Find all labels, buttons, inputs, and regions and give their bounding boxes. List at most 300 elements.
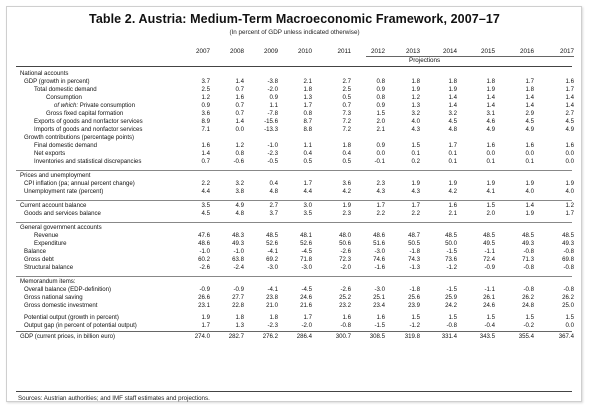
table-cell: 48.5 (562, 232, 574, 239)
table-cell: 27.7 (232, 294, 244, 301)
table-cell: 4.0 (411, 118, 420, 125)
table-cell: 1.4 (235, 118, 244, 125)
table-cell: 1.5 (376, 110, 385, 117)
table-cell: 4.3 (411, 126, 420, 133)
year-header: 2013 (405, 48, 420, 55)
table-cell: 49.3 (522, 240, 534, 247)
table-cell: 4.9 (235, 202, 244, 209)
table-cell: 0.0 (486, 150, 495, 157)
table-cell: 1.5 (565, 314, 574, 321)
year-header: 2017 (559, 48, 574, 55)
table-cell: 21.0 (266, 302, 278, 309)
table-cell: 2.0 (486, 210, 495, 217)
table-row (0, 150, 589, 158)
table-cell: 274.0 (194, 333, 210, 340)
table-cell: 0.5 (303, 158, 312, 165)
table-cell: 2.2 (376, 210, 385, 217)
table-cell: 4.9 (486, 126, 495, 133)
row-label: Structural balance (24, 264, 74, 271)
table-cell: 300.7 (335, 333, 351, 340)
table-cell: -1.2 (409, 322, 420, 329)
table-cell: 343.5 (479, 333, 495, 340)
table-cell: 23.9 (408, 302, 420, 309)
row-label: Balance (24, 248, 47, 255)
table-cell: 48.0 (339, 232, 351, 239)
table-cell: 1.7 (411, 202, 420, 209)
table-cell: 1.6 (342, 314, 351, 321)
row-label: Potential output (growth in percent) (24, 314, 119, 321)
table-cell: 26.6 (198, 294, 210, 301)
section-rule (16, 200, 572, 201)
table-cell: 26.2 (522, 294, 534, 301)
table-cell: 24.6 (483, 302, 495, 309)
table-cell: 1.7 (376, 202, 385, 209)
table-cell: 1.8 (342, 142, 351, 149)
table-cell: -1.2 (446, 264, 457, 271)
table-cell: 0.7 (235, 102, 244, 109)
table-cell: 2.3 (376, 180, 385, 187)
table-cell: 0.0 (376, 150, 385, 157)
table-cell: 1.5 (486, 314, 495, 321)
row-label: Total domestic demand (34, 86, 97, 93)
row-label-prefix: of which: (54, 102, 79, 109)
table-cell: 3.7 (201, 78, 210, 85)
year-header: 2016 (519, 48, 534, 55)
table-row (0, 314, 589, 322)
table-cell: 1.4 (565, 94, 574, 101)
table-cell: 48.5 (522, 232, 534, 239)
table-cell: 3.0 (303, 202, 312, 209)
row-label: Final domestic demand (34, 142, 97, 149)
table-cell: -0.9 (199, 286, 210, 293)
section-header-row (0, 70, 589, 78)
table-cell: 4.5 (201, 210, 210, 217)
table-cell: 0.2 (411, 158, 420, 165)
section-rule (16, 222, 572, 223)
table-cell: 1.7 (525, 78, 534, 85)
section-header-row (0, 202, 589, 210)
table-cell: 3.2 (411, 110, 420, 117)
table-cell: 1.9 (411, 86, 420, 93)
table-row (0, 158, 589, 166)
table-cell: 0.8 (376, 94, 385, 101)
row-label: GDP (current prices, in billion euro) (20, 333, 116, 340)
year-header: 2009 (263, 48, 278, 55)
table-row (0, 94, 589, 102)
table-cell: 286.4 (296, 333, 312, 340)
section-header-row (0, 172, 589, 180)
table-cell: 4.5 (448, 118, 457, 125)
table-cell: 1.9 (486, 86, 495, 93)
table-cell: 0.0 (235, 126, 244, 133)
table-cell: 0.9 (201, 102, 210, 109)
section-header: General government accounts (20, 224, 102, 231)
table-row (0, 322, 589, 330)
table-cell: 60.2 (198, 256, 210, 263)
table-cell: 0.0 (565, 158, 574, 165)
row-label: Revenue (34, 232, 59, 239)
row-label: GDP (growth in percent) (24, 78, 90, 85)
table-cell: -15.6 (264, 118, 278, 125)
table-cell: 52.6 (300, 240, 312, 247)
table-cell: -0.6 (233, 158, 244, 165)
table-row (0, 232, 589, 240)
table-cell: 3.1 (486, 110, 495, 117)
section-rule (16, 170, 572, 171)
table-cell: -4.5 (301, 248, 312, 255)
table-cell: -2.6 (199, 264, 210, 271)
table-cell: 2.1 (448, 210, 457, 217)
section-header: Current account balance (20, 202, 87, 209)
table-cell: 52.6 (266, 240, 278, 247)
table-cell: 1.6 (448, 202, 457, 209)
table-cell: 4.3 (376, 188, 385, 195)
table-cell: 1.2 (411, 94, 420, 101)
table-cell: 22.8 (232, 302, 244, 309)
source-note: Sources: Austrian authorities; and IMF staff estimates and projections. (18, 395, 210, 402)
table-cell: 1.2 (565, 202, 574, 209)
table-cell: 0.8 (235, 150, 244, 157)
table-cell: -0.4 (484, 322, 495, 329)
table-cell: -0.1 (374, 158, 385, 165)
table-cell: -0.8 (563, 286, 574, 293)
table-cell: 69.2 (266, 256, 278, 263)
row-label: Overall balance (EDP-definition) (24, 286, 112, 293)
table-cell: 25.9 (445, 294, 457, 301)
table-cell: 0.0 (565, 150, 574, 157)
table-cell: 355.4 (518, 333, 534, 340)
table-cell: 1.5 (411, 142, 420, 149)
table-cell: 1.4 (201, 150, 210, 157)
table-cell: 2.7 (269, 202, 278, 209)
table-cell: 2.0 (376, 118, 385, 125)
table-cell: -1.8 (409, 286, 420, 293)
row-label: Gross national saving (24, 294, 83, 301)
table-cell: 0.9 (376, 142, 385, 149)
table-cell: 7.2 (342, 126, 351, 133)
table-cell: 26.2 (562, 294, 574, 301)
table-cell: 1.5 (411, 314, 420, 321)
table-cell: 74.3 (408, 256, 420, 263)
row-label: Gross fixed capital formation (46, 110, 124, 117)
table-cell: 1.9 (525, 180, 534, 187)
row-label: Gross debt (24, 256, 54, 263)
table-cell: 1.7 (303, 102, 312, 109)
table-row (0, 210, 589, 218)
table-cell: -2.6 (340, 286, 351, 293)
table-cell: 3.6 (201, 110, 210, 117)
table-cell: 0.9 (376, 102, 385, 109)
table-cell: 1.4 (235, 78, 244, 85)
header-rule (16, 66, 572, 67)
table-cell: 26.1 (483, 294, 495, 301)
table-cell: 1.9 (201, 314, 210, 321)
section-header: National accounts (20, 70, 69, 77)
row-label-text: Private consumption (78, 102, 135, 109)
table-cell: 1.6 (565, 142, 574, 149)
table-row (0, 188, 589, 196)
table-cell: 4.4 (303, 188, 312, 195)
table-cell: -2.6 (340, 248, 351, 255)
table-cell: 7.2 (342, 118, 351, 125)
table-cell: 4.4 (201, 188, 210, 195)
table-cell: -3.0 (374, 286, 385, 293)
table-cell: 0.8 (376, 78, 385, 85)
section-header: Memorandum items: (20, 278, 76, 285)
table-row (0, 240, 589, 248)
table-cell: 8.7 (303, 118, 312, 125)
table-cell: 4.2 (342, 188, 351, 195)
row-label: Unemployment rate (percent) (24, 188, 104, 195)
row-label: Inventories and statistical discrepancies (34, 158, 142, 165)
table-cell: -4.1 (267, 248, 278, 255)
table-cell: -1.6 (374, 264, 385, 271)
table-cell: 73.6 (445, 256, 457, 263)
table-cell: 1.6 (486, 142, 495, 149)
section-header-row (0, 278, 589, 286)
table-cell: 0.5 (342, 94, 351, 101)
table-cell: 1.4 (486, 102, 495, 109)
table-cell: 1.6 (525, 142, 534, 149)
table-cell: 48.5 (445, 232, 457, 239)
table-cell: -1.8 (409, 248, 420, 255)
table-cell: 25.0 (562, 302, 574, 309)
table-row (0, 286, 589, 294)
section-header: Prices and unemployment (20, 172, 91, 179)
table-cell: 4.5 (565, 118, 574, 125)
table-cell: 2.3 (342, 210, 351, 217)
table-cell: 49.5 (483, 240, 495, 247)
table-cell: 1.6 (235, 94, 244, 101)
table-cell: 2.9 (525, 110, 534, 117)
table-cell: 71.8 (300, 256, 312, 263)
table-cell: 69.8 (562, 256, 574, 263)
table-row (0, 102, 589, 110)
table-cell: 1.3 (411, 102, 420, 109)
table-cell: 21.6 (300, 302, 312, 309)
table-cell: 1.7 (303, 180, 312, 187)
table-cell: 4.5 (525, 118, 534, 125)
table-cell: 1.9 (565, 180, 574, 187)
table-cell: 71.3 (522, 256, 534, 263)
table-cell: -1.0 (233, 248, 244, 255)
row-label: Output gap (in percent of potential output) (24, 322, 137, 329)
table-cell: 0.9 (269, 94, 278, 101)
table-cell: 3.2 (448, 110, 457, 117)
table-cell: 63.8 (232, 256, 244, 263)
table-cell: 0.4 (342, 150, 351, 157)
table-cell: 4.0 (565, 188, 574, 195)
table-cell: 1.7 (201, 322, 210, 329)
table-cell: 1.7 (565, 86, 574, 93)
table-cell: 1.3 (303, 94, 312, 101)
table-cell: 0.0 (525, 150, 534, 157)
table-row (0, 256, 589, 264)
table-cell: 0.1 (525, 158, 534, 165)
table-cell: 49.3 (562, 240, 574, 247)
table-cell: 23.8 (266, 294, 278, 301)
table-cell: -0.9 (233, 286, 244, 293)
table-cell: 1.7 (448, 142, 457, 149)
table-cell: 1.4 (486, 94, 495, 101)
table-cell: 1.8 (486, 78, 495, 85)
table-row (0, 294, 589, 302)
row-label (54, 102, 135, 110)
table-cell: 0.4 (303, 150, 312, 157)
table-row (0, 333, 589, 341)
table-cell: 4.8 (235, 210, 244, 217)
table-cell: 4.8 (269, 188, 278, 195)
table-cell: 24.2 (445, 302, 457, 309)
table-cell: 1.1 (269, 102, 278, 109)
table-cell: 72.3 (339, 256, 351, 263)
table-cell: -3.0 (374, 248, 385, 255)
table-cell: 1.4 (448, 94, 457, 101)
table-cell: -4.1 (267, 286, 278, 293)
table-cell: -2.3 (267, 150, 278, 157)
table-cell: 1.9 (342, 202, 351, 209)
footer-rule (16, 391, 572, 392)
table-cell: 23.2 (339, 302, 351, 309)
table-cell: 49.3 (232, 240, 244, 247)
table-row (0, 134, 589, 142)
table-cell: 8.9 (201, 118, 210, 125)
table-cell: 3.2 (235, 180, 244, 187)
table-row (0, 78, 589, 86)
table-cell: 7.3 (342, 110, 351, 117)
table-row (0, 86, 589, 94)
table-cell: -1.5 (446, 248, 457, 255)
table-cell: 1.8 (525, 86, 534, 93)
table-cell: 1.4 (525, 202, 534, 209)
table-row (0, 142, 589, 150)
table-cell: 74.6 (373, 256, 385, 263)
table-cell: 4.9 (565, 126, 574, 133)
table-cell: 23.1 (198, 302, 210, 309)
table-cell: 1.5 (448, 314, 457, 321)
table-row (0, 126, 589, 134)
table-cell: 2.2 (201, 180, 210, 187)
row-label: Growth contributions (percentage points) (24, 134, 135, 141)
section-header-row (0, 224, 589, 232)
table-cell: 1.4 (448, 102, 457, 109)
table-cell: -0.8 (446, 322, 457, 329)
projections-underline (366, 56, 574, 57)
year-header: 2014 (442, 48, 457, 55)
table-cell: -13.3 (264, 126, 278, 133)
table-row (0, 180, 589, 188)
table-cell: 1.8 (303, 86, 312, 93)
table-cell: -0.8 (523, 286, 534, 293)
table-title: Table 2. Austria: Medium-Term Macroeconomic Framework, 2007–17 (89, 12, 500, 26)
table-cell: 4.1 (486, 188, 495, 195)
table-cell: 4.9 (525, 126, 534, 133)
table-cell: -1.1 (484, 286, 495, 293)
table-cell: 50.5 (408, 240, 420, 247)
table-cell: 50.0 (445, 240, 457, 247)
table-cell: 3.5 (303, 210, 312, 217)
table-cell: 3.8 (235, 188, 244, 195)
table-cell: 0.1 (486, 158, 495, 165)
table-cell: 308.5 (369, 333, 385, 340)
table-cell: 0.7 (235, 86, 244, 93)
table-cell: -2.0 (267, 86, 278, 93)
table-cell: -0.9 (484, 264, 495, 271)
table-cell: 1.4 (525, 94, 534, 101)
table-cell: 0.7 (201, 158, 210, 165)
table-row (0, 248, 589, 256)
table-cell: 0.0 (565, 322, 574, 329)
projections-label: Projections (409, 57, 441, 64)
table-cell: 1.6 (565, 78, 574, 85)
table-cell: -0.8 (340, 322, 351, 329)
table-cell: 1.2 (201, 94, 210, 101)
table-cell: 4.6 (486, 118, 495, 125)
table-cell: -0.8 (563, 248, 574, 255)
table-cell: -0.8 (563, 264, 574, 271)
table-cell: -0.2 (523, 322, 534, 329)
year-header: 2008 (229, 48, 244, 55)
table-subtitle: (In percent of GDP unless indicated otherwise) (229, 29, 360, 36)
table-cell: 0.1 (448, 150, 457, 157)
table-cell: 0.7 (342, 102, 351, 109)
table-cell: 3.5 (201, 202, 210, 209)
table-cell: 1.9 (448, 180, 457, 187)
table-cell: -4.5 (301, 286, 312, 293)
table-cell: 4.8 (448, 126, 457, 133)
table-cell: -2.0 (340, 264, 351, 271)
table-cell: -2.3 (267, 322, 278, 329)
table-cell: 282.7 (228, 333, 244, 340)
table-cell: 24.6 (300, 294, 312, 301)
table-cell: -7.8 (267, 110, 278, 117)
table-cell: 331.4 (441, 333, 457, 340)
table-cell: -2.0 (301, 322, 312, 329)
table-cell: 25.6 (408, 294, 420, 301)
table-cell: 48.6 (198, 240, 210, 247)
table-cell: 48.6 (373, 232, 385, 239)
table-cell: 1.4 (565, 102, 574, 109)
table-cell: 1.7 (303, 314, 312, 321)
year-header: 2015 (480, 48, 495, 55)
table-cell: 2.7 (565, 110, 574, 117)
table-cell: -3.0 (267, 264, 278, 271)
table-cell: -0.5 (267, 158, 278, 165)
table-cell: 1.8 (411, 78, 420, 85)
table-cell: 1.8 (269, 314, 278, 321)
table-cell: 0.7 (235, 110, 244, 117)
table-cell: 1.3 (235, 322, 244, 329)
table-cell: 1.4 (525, 102, 534, 109)
table-cell: 48.5 (483, 232, 495, 239)
year-header: 2012 (370, 48, 385, 55)
row-label: Imports of goods and nonfactor services (34, 126, 143, 133)
table-cell: -0.8 (523, 264, 534, 271)
table-cell: 47.6 (198, 232, 210, 239)
table-cell: -3.8 (267, 78, 278, 85)
table-cell: 2.1 (376, 126, 385, 133)
table-cell: 319.8 (404, 333, 420, 340)
table-cell: 2.5 (201, 86, 210, 93)
table-cell: 3.7 (269, 210, 278, 217)
table-cell: 24.8 (522, 302, 534, 309)
table-cell: 1.9 (411, 180, 420, 187)
table-row (0, 118, 589, 126)
row-label: Consumption (46, 94, 82, 101)
table-cell: 0.1 (448, 158, 457, 165)
table-cell: 1.1 (303, 142, 312, 149)
table-cell: -1.5 (374, 322, 385, 329)
